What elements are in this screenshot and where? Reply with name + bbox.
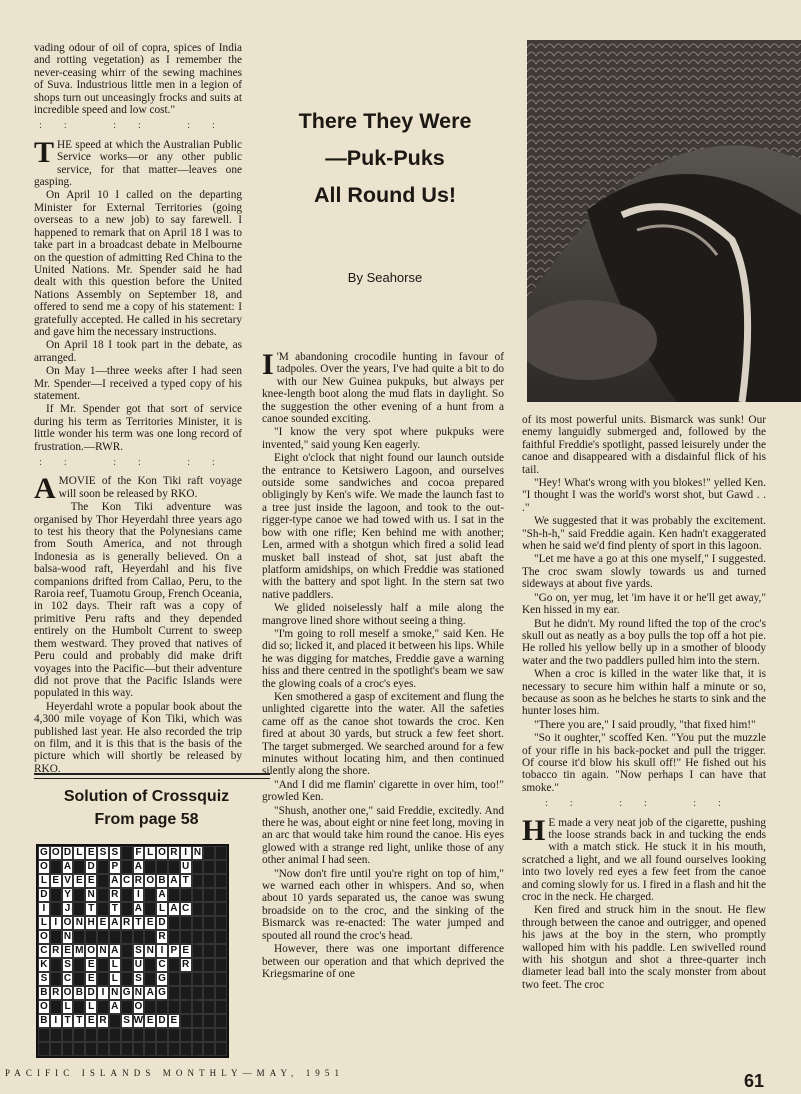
grid-cell-black — [144, 1000, 156, 1014]
grid-cell: O — [50, 846, 62, 860]
grid-cell: D — [156, 1014, 168, 1028]
grid-cell-black — [192, 1014, 204, 1028]
paragraph: MOVIE of the Kon Tiki raft voyage will soon be released by RKO. — [58, 475, 242, 500]
grid-cell-black — [85, 930, 97, 944]
paragraph: Ken fired and struck him in the snout. He flew through between the canoe and outrigger, and opened his jaws at the boy in the stern, who promptly walloped him with his paddle. Len swivelled round with his shotgun and shot a three-quarter inch diameter lead ball into the scaly monster from about two feet. The croc — [522, 904, 766, 991]
grid-cell-black — [121, 846, 133, 860]
grid-cell: N — [62, 930, 74, 944]
paragraph: "Go on, yer mug, let 'im have it or he'll get away," Ken hissed in my ear. — [522, 591, 766, 617]
grid-cell: L — [85, 1000, 97, 1014]
grid-cell-black — [192, 874, 204, 888]
grid-cell-black — [50, 1028, 62, 1042]
grid-cell: A — [133, 902, 145, 916]
grid-cell-black — [192, 986, 204, 1000]
grid-cell-black — [156, 1000, 168, 1014]
grid-cell: C — [180, 902, 192, 916]
grid-cell-black — [85, 1042, 97, 1056]
grid-cell-black — [73, 888, 85, 902]
paragraph: On May 1—three weeks after I had seen Mr. Spender—I received a typed copy of his statement. — [34, 365, 242, 402]
grid-cell-black — [192, 972, 204, 986]
column-2 — [262, 348, 504, 981]
grid-cell-black — [121, 958, 133, 972]
grid-cell-black — [50, 860, 62, 874]
grid-cell-black — [144, 972, 156, 986]
grid-cell-black — [203, 1028, 215, 1042]
grid-cell: O — [133, 1000, 145, 1014]
grid-cell-black — [203, 916, 215, 930]
paragraph: E made a very neat job of the cigarette, pushing the loose strands back in and tucking the ends with a match stick. He stuck it in his mouth, scratched a light, and we all found ourselves looking into two lovely red eyes a few feet from the canoe and coming slowly for us. I fired in a flash and hit the croc in the neck. He charged. — [522, 816, 766, 904]
grid-cell: B — [38, 986, 50, 1000]
grid-cell-black — [215, 1028, 227, 1042]
grid-cell: S — [109, 846, 121, 860]
grid-cell: R — [50, 944, 62, 958]
paragraph: However, there was one important difference between our operation and that which deprived the Kriegsmarine of one — [262, 943, 504, 980]
grid-cell: A — [109, 916, 121, 930]
grid-cell: U — [180, 860, 192, 874]
grid-cell: S — [133, 944, 145, 958]
grid-cell-black — [215, 860, 227, 874]
grid-cell: G — [156, 986, 168, 1000]
grid-cell: F — [133, 846, 145, 860]
drop-cap: A — [34, 472, 56, 506]
grid-cell: T — [73, 1014, 85, 1028]
grid-cell-black — [50, 958, 62, 972]
grid-cell-black — [203, 902, 215, 916]
grid-cell-black — [215, 916, 227, 930]
grid-cell: D — [156, 916, 168, 930]
grid-cell: A — [109, 944, 121, 958]
paragraph: "And I did me flamin' cigarette in over him, too!" growled Ken. — [262, 778, 504, 804]
grid-cell-black — [203, 944, 215, 958]
grid-cell: N — [85, 888, 97, 902]
grid-cell-black — [121, 888, 133, 902]
grid-cell: P — [109, 860, 121, 874]
grid-cell-black — [50, 902, 62, 916]
grid-cell-black — [203, 930, 215, 944]
grid-cell-black — [203, 874, 215, 888]
grid-cell-black — [203, 972, 215, 986]
grid-cell: N — [144, 944, 156, 958]
paragraph: vading odour of oil of copra, spices of India and rotting vegetation) as I remember the never-ceasing whirr of the sewing machines of Suva. Industrious little men in a legion of shops turn out unceasingly frocks and suits at incredible speed and low cost." — [34, 42, 242, 117]
grid-cell: H — [85, 916, 97, 930]
grid-cell-black — [168, 958, 180, 972]
grid-cell: K — [38, 958, 50, 972]
grid-cell-black — [133, 1042, 145, 1056]
grid-cell: S — [62, 958, 74, 972]
grid-cell: C — [38, 944, 50, 958]
grid-cell-black — [38, 1042, 50, 1056]
grid-cell: S — [97, 846, 109, 860]
grid-cell: E — [180, 944, 192, 958]
grid-cell-black — [215, 986, 227, 1000]
paragraph: But he didn't. My round lifted the top of the croc's skull out as neatly as a boy pulls the top off a hot pie. He rolled his yellow belly up in a smother of bloody water and the two paddlers pulled him into the stern. — [522, 617, 766, 667]
grid-cell-black — [121, 1028, 133, 1042]
grid-cell-black — [203, 1000, 215, 1014]
grid-cell: E — [73, 874, 85, 888]
grid-cell-black — [203, 1042, 215, 1056]
grid-cell: T — [85, 902, 97, 916]
paragraph: "Shush, another one," said Freddie, excitedly. And there he was, about eight or nine feet long, moving in an arc that would take him round the canoe. His eyes glowed with a strange red light, unlike those of any other animal I had seen. — [262, 804, 504, 867]
grid-cell: T — [180, 874, 192, 888]
grid-cell-black — [203, 846, 215, 860]
paragraph: The Kon Tiki adventure was organised by Thor Heyerdahl three years ago to test his theory that the Polynesians came from South America, and not through Indonesia as is generally believed. On a balsa-wood raft, Heyerdahl and his five companions drifted from Callao, Peru, to the Raroia reef, Tuamotu Group, French Oceania, in 102 days. Their raft was a copy of primitive Peru rafts and they depended entirely on the Humbolt Current to sweep them westward. They proved that natives of Peru could and probably did make drift voyages into the Pacific—but their adventure did not prove that the Pacific Islands were populated in this way. — [34, 501, 242, 700]
article-headline — [262, 103, 508, 214]
grid-cell-black — [97, 860, 109, 874]
grid-cell-black — [144, 888, 156, 902]
paragraph: "I'm going to roll meself a smoke," said Ken. He did so; licked it, and placed it between his lips. While he was digging for matches, Freddie gave a warning hiss and there centred in the spotlight's beam we saw the glowing coals of a croc's eyes. — [262, 627, 504, 690]
grid-cell: I — [133, 888, 145, 902]
grid-cell: T — [109, 902, 121, 916]
grid-cell-black — [97, 1028, 109, 1042]
headline-line: All Round Us! — [313, 183, 457, 207]
grid-cell: T — [133, 916, 145, 930]
grid-cell-black — [168, 1028, 180, 1042]
grid-cell: P — [168, 944, 180, 958]
grid-cell: A — [109, 1000, 121, 1014]
grid-cell-black — [215, 930, 227, 944]
grid-cell-black — [215, 874, 227, 888]
grid-cell: O — [62, 916, 74, 930]
grid-cell-black — [192, 944, 204, 958]
grid-cell: E — [144, 1014, 156, 1028]
grid-cell: E — [85, 958, 97, 972]
grid-cell: J — [62, 902, 74, 916]
paragraph: "There you are," I said proudly, "that fixed him!" — [534, 718, 756, 731]
grid-cell: O — [38, 860, 50, 874]
grid-cell-black — [133, 930, 145, 944]
grid-cell-black — [215, 972, 227, 986]
grid-cell: E — [85, 1014, 97, 1028]
column-1 — [34, 42, 242, 776]
paragraph: "Hey! What's wrong with you blokes!" yelled Ken. "I thought I was the world's worst shot, but Gawd . . ." — [522, 477, 766, 514]
grid-cell-black — [168, 930, 180, 944]
grid-cell: R — [180, 958, 192, 972]
grid-cell: R — [156, 930, 168, 944]
grid-cell-black — [168, 1042, 180, 1056]
grid-cell-black — [203, 1014, 215, 1028]
grid-cell-black — [180, 916, 192, 930]
grid-cell: L — [109, 972, 121, 986]
section-separator: :: :: :: — [545, 798, 743, 810]
grid-cell: L — [62, 1000, 74, 1014]
grid-cell: C — [156, 958, 168, 972]
grid-cell-black — [215, 1000, 227, 1014]
grid-cell-black — [73, 930, 85, 944]
grid-cell: I — [97, 986, 109, 1000]
crossquiz-subtitle-line: From page 58 — [94, 811, 199, 828]
grid-cell: L — [109, 958, 121, 972]
grid-cell-black — [133, 1028, 145, 1042]
grid-cell: A — [62, 860, 74, 874]
grid-cell-black — [97, 902, 109, 916]
grid-cell-black — [192, 902, 204, 916]
grid-cell-black — [168, 1000, 180, 1014]
grid-cell-black — [215, 958, 227, 972]
grid-cell-black — [192, 888, 204, 902]
grid-cell: E — [62, 944, 74, 958]
grid-cell: I — [50, 916, 62, 930]
grid-cell-black — [215, 1014, 227, 1028]
grid-cell-black — [50, 1042, 62, 1056]
grid-cell-black — [97, 1000, 109, 1014]
grid-cell-black — [180, 1042, 192, 1056]
headline-line: —Puk-Puks — [325, 146, 445, 170]
grid-cell: C — [62, 972, 74, 986]
grid-cell: T — [62, 1014, 74, 1028]
column-3 — [522, 414, 766, 992]
grid-cell-black — [73, 1028, 85, 1042]
grid-cell-black — [215, 902, 227, 916]
grid-cell: E — [85, 874, 97, 888]
grid-cell-black — [62, 1028, 74, 1042]
grid-cell-black — [73, 860, 85, 874]
grid-cell: A — [109, 874, 121, 888]
grid-cell-black — [73, 1042, 85, 1056]
grid-cell: R — [121, 916, 133, 930]
grid-cell-black — [109, 1014, 121, 1028]
grid-cell: L — [38, 916, 50, 930]
grid-cell-black — [168, 860, 180, 874]
grid-cell: L — [38, 874, 50, 888]
grid-cell-black — [121, 1000, 133, 1014]
grid-cell: S — [133, 972, 145, 986]
grid-cell: N — [133, 986, 145, 1000]
grid-cell: A — [156, 888, 168, 902]
grid-cell: W — [133, 1015, 144, 1026]
grid-cell: A — [144, 986, 156, 1000]
grid-cell: E — [50, 874, 62, 888]
grid-cell: S — [121, 1014, 133, 1028]
grid-cell-black — [73, 958, 85, 972]
grid-cell: O — [156, 846, 168, 860]
grid-cell: D — [85, 860, 97, 874]
grid-cell-black — [156, 1028, 168, 1042]
grid-cell-black — [168, 888, 180, 902]
grid-cell-black — [180, 930, 192, 944]
grid-cell-black — [180, 1028, 192, 1042]
crossquiz-title — [34, 785, 259, 831]
grid-cell: O — [38, 930, 50, 944]
grid-cell: R — [97, 1014, 109, 1028]
byline: By Seahorse — [347, 270, 423, 285]
grid-cell: A — [168, 874, 180, 888]
paragraph: Ken smothered a gasp of excitement and flung the unlighted cigarette into the water. All the safeties came off as the canoe shot towards the croc. Ken fired at about 30 yards, but struck a few feet short. The target submerged. We searched around for a few minutes without locating him, and then continued silently along the shore. — [262, 690, 504, 778]
grid-cell-black — [144, 958, 156, 972]
grid-cell-black — [215, 846, 227, 860]
grid-cell: I — [180, 846, 192, 860]
grid-cell: A — [133, 860, 145, 874]
grid-cell: Y — [62, 888, 74, 902]
grid-cell-black — [168, 972, 180, 986]
divider-rule — [34, 773, 270, 779]
grid-cell-black — [144, 860, 156, 874]
grid-cell-black — [121, 930, 133, 944]
grid-cell-black — [73, 972, 85, 986]
grid-cell: B — [73, 986, 85, 1000]
grid-cell: N — [73, 916, 85, 930]
grid-cell: L — [73, 846, 85, 860]
grid-cell-black — [50, 888, 62, 902]
grid-cell-black — [192, 1000, 204, 1014]
grid-cell-black — [203, 958, 215, 972]
paragraph: "So it oughter," scoffed Ken. "You put the muzzle of your rifle in his back-pocket and pull the trigger. Of course it'd blow his skull off!" He fished out his tobacco tin again. "Now perhaps I can have that smoke." — [522, 732, 766, 794]
grid-cell: G — [38, 846, 50, 860]
grid-cell-black — [215, 888, 227, 902]
grid-cell-black — [50, 930, 62, 944]
grid-cell-black — [97, 930, 109, 944]
grid-cell-black — [180, 1000, 192, 1014]
paragraph: We glided noiselessly half a mile along the mangrove lined shore without seeing a thing. — [262, 602, 504, 627]
grid-cell: O — [85, 944, 97, 958]
headline-line: There They Were — [298, 109, 472, 133]
grid-cell: I — [38, 902, 50, 916]
grid-cell: L — [144, 846, 156, 860]
grid-cell: O — [62, 986, 74, 1000]
grid-cell-black — [121, 972, 133, 986]
grid-cell: N — [109, 986, 121, 1000]
grid-cell-black — [109, 1042, 121, 1056]
grid-cell-black — [192, 1028, 204, 1042]
grid-cell: E — [97, 916, 109, 930]
grid-cell-black — [192, 860, 204, 874]
grid-cell-black — [203, 888, 215, 902]
grid-cell-black — [180, 972, 192, 986]
grid-cell: D — [38, 888, 50, 902]
grid-cell-black — [144, 1042, 156, 1056]
paragraph: "Let me have a go at this one myself," I suggested. The croc swam slowly towards us and turned sideways at about five yards. — [522, 553, 766, 591]
crossquiz-title-line: Solution of Crossquiz — [63, 788, 230, 805]
grid-cell: B — [38, 1014, 50, 1028]
paragraph: of its most powerful units. Bismarck was sunk! Our enemy languidly submerged and, followed by the faithful Freddie's spotlight, passed leisurely under the canoe and disappeared with a disdainful flick of his tail. — [522, 414, 766, 476]
grid-cell: G — [156, 972, 168, 986]
grid-cell: E — [144, 916, 156, 930]
grid-cell: C — [121, 874, 133, 888]
drop-cap: T — [34, 135, 55, 169]
grid-cell-black — [192, 1042, 204, 1056]
paragraph: When a croc is killed in the water like that, it is necessary to secure him within half a minute or so, because as soon as he belches he starts to sink and the hunter loses him. — [522, 668, 766, 718]
grid-cell-black — [215, 1042, 227, 1056]
grid-cell-black — [85, 1028, 97, 1042]
paragraph: "Now don't fire until you're right on top of him," we warned each other in whispers. And so, when about 10 yards separated us, the canoe was swung broadside on to the croc, and the sinking of the Bismarck was re-enacted: The water jumped and spouted all round the croc's head. — [262, 867, 504, 942]
grid-cell: O — [38, 1000, 50, 1014]
grid-cell-black — [144, 930, 156, 944]
paragraph: On April 18 I took part in the debate, as arranged. — [34, 339, 242, 364]
grid-cell-black — [144, 1028, 156, 1042]
grid-cell: B — [156, 874, 168, 888]
grid-cell: D — [85, 986, 97, 1000]
grid-cell-black — [97, 874, 109, 888]
grid-cell-black — [168, 916, 180, 930]
grid-cell-black — [97, 972, 109, 986]
grid-cell: S — [38, 972, 50, 986]
drop-cap: H — [522, 813, 546, 847]
grid-cell-black — [121, 902, 133, 916]
grid-cell: R — [109, 888, 121, 902]
grid-cell: I — [156, 944, 168, 958]
grid-cell-black — [192, 916, 204, 930]
grid-cell-black — [38, 1028, 50, 1042]
grid-cell-black — [62, 1042, 74, 1056]
grid-cell: R — [168, 846, 180, 860]
grid-cell-black — [97, 1042, 109, 1056]
grid-cell: E — [85, 972, 97, 986]
grid-cell: L — [156, 902, 168, 916]
grid-cell: M — [75, 945, 84, 956]
drop-cap: I — [262, 348, 274, 381]
paragraph: "I know the very spot where pukpuks were invented," said young Ken eagerly. — [262, 426, 504, 451]
grid-cell: U — [133, 958, 145, 972]
grid-cell-black — [97, 958, 109, 972]
grid-cell: G — [121, 986, 133, 1000]
section-separator: :: :: :: — [39, 120, 237, 132]
grid-cell-black — [156, 1042, 168, 1056]
grid-cell-black — [73, 902, 85, 916]
paragraph: On April 10 I called on the departing Minister for External Territories (going overseas to a new job) to say farewell. I happened to remark that on April 18 I was to take part in a broadcast debate in Melbourne on the question of admitting Red China to the United Nations. Mr. Spender said he had dealt with this question before the United Nations Assembly on September 18, and offered to send me a copy of his statement: I gratefully accepted. He called in his secretary and gave him the necessary instructions. — [34, 189, 242, 338]
grid-cell: I — [50, 1014, 62, 1028]
paragraph: 'M abandoning crocodile hunting in favour of tadpoles. Over the years, I've had quite a bit to do with our New Guinea pukpuks, but always per knee-length boot along the mud flats in daylight. So the suggestion the other evening of a hunt from a canoe sounded exciting. — [262, 351, 504, 426]
grid-cell: A — [168, 902, 180, 916]
grid-cell: O — [144, 874, 156, 888]
grid-cell-black — [180, 1014, 192, 1028]
paragraph: Eight o'clock that night found our launch outside the entrance to Ketsiwero Lagoon, and ourselves outside some sandwiches and cocoa prepared obligingly by Ken's wife. We made the launch fast to a tree just inside the lagoon, and took to the out-rigger-type canoe we had towed with us. I sat in the bow with one rifle; Ken behind me with another; Len, armed with a shotgun which fired a solid lead musket ball instead of shot, sat just abaft the platform amidships, on which Freddie was stationed with the battery and spot light. In the stern sat two native paddlers. — [262, 452, 504, 601]
grid-cell-black — [73, 1000, 85, 1014]
grid-cell: N — [97, 944, 109, 958]
grid-cell-black — [180, 986, 192, 1000]
grid-cell-black — [109, 1028, 121, 1042]
crocodile-photo — [527, 40, 801, 402]
paragraph: Heyerdahl wrote a popular book about the 4,300 mile voyage of Kon Tiki, which was published last year. He also recorded the trip on film, and it is this that is the basis of the picture which will shortly be released by RKO. — [34, 700, 242, 775]
grid-cell-black — [203, 986, 215, 1000]
running-footer: PACIFIC ISLANDS MONTHLY—MAY, 1951 — [5, 1068, 345, 1078]
grid-cell-black — [215, 944, 227, 958]
grid-cell-black — [144, 902, 156, 916]
grid-cell-black — [50, 1000, 62, 1014]
grid-cell-black — [180, 888, 192, 902]
grid-cell: R — [133, 874, 145, 888]
grid-cell: R — [50, 986, 62, 1000]
grid-cell-black — [192, 930, 204, 944]
section-separator: :: :: :: — [39, 457, 237, 468]
grid-cell-black — [109, 930, 121, 944]
grid-cell: E — [85, 846, 97, 860]
grid-cell-black — [156, 860, 168, 874]
grid-cell-black — [121, 1042, 133, 1056]
page-number: 61 — [744, 1071, 765, 1091]
grid-cell-black — [97, 888, 109, 902]
grid-cell-black — [121, 944, 133, 958]
paragraph: We suggested that it was probably the excitement. "Sh-h-h," said Freddie again. Ken hadn't exaggerated when he said we'd find plenty of sport in this lagoon. — [522, 515, 766, 553]
crossword-grid — [36, 844, 229, 1058]
grid-cell-black — [203, 860, 215, 874]
paragraph: If Mr. Spender got that sort of service during his term as Territories Minister, it is little wonder his term was one long record of frustration.—RWR. — [34, 403, 242, 453]
paragraph: HE speed at which the Australian Public Service works—or any other public service, for that matter—leaves one gasping. — [34, 138, 242, 189]
grid-cell-black — [168, 986, 180, 1000]
grid-cell-black — [121, 860, 133, 874]
grid-cell: E — [168, 1014, 180, 1028]
grid-cell-black — [50, 972, 62, 986]
grid-cell-black — [192, 958, 204, 972]
grid-cell: D — [62, 846, 74, 860]
grid-cell: V — [62, 874, 74, 888]
grid-cell: N — [192, 846, 204, 860]
